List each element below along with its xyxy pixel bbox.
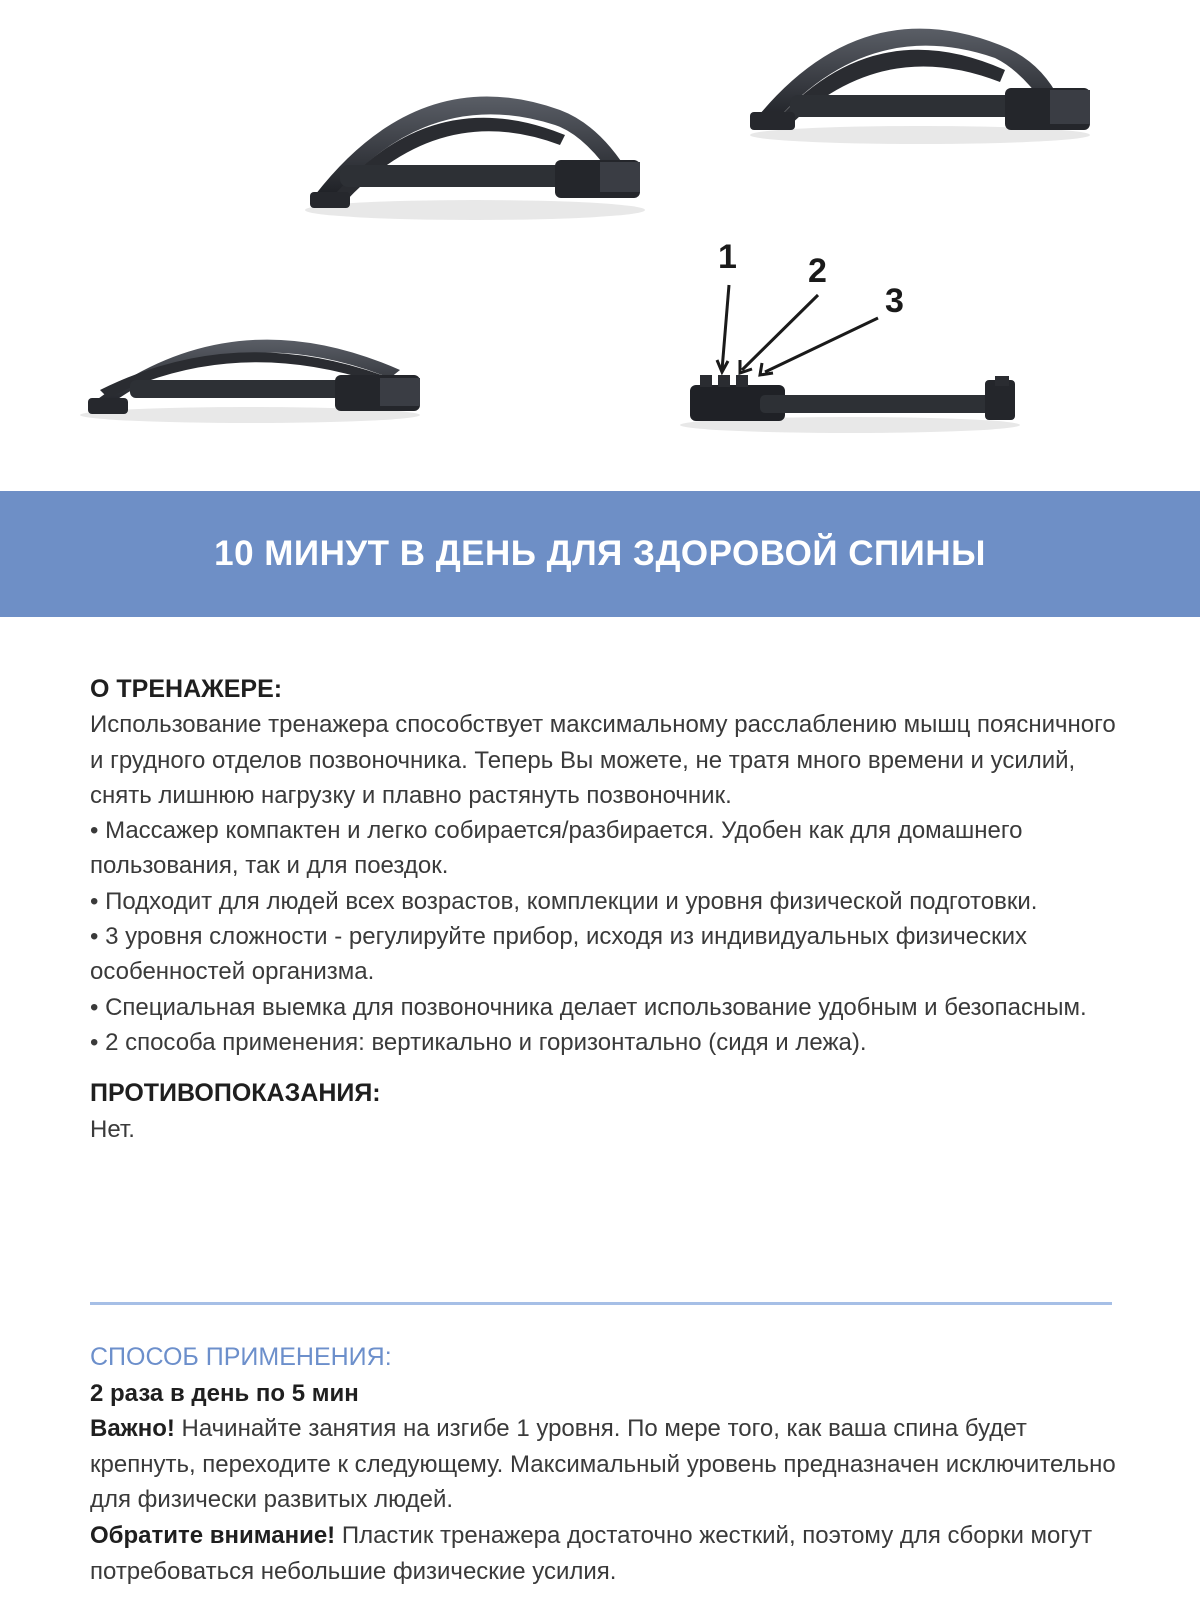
- contraindications-title: ПРОТИВОПОКАЗАНИЯ:: [90, 1079, 381, 1108]
- usage-frequency: 2 раза в день по 5 мин: [90, 1379, 359, 1407]
- about-bullet-3: • 3 уровня сложности - регулируйте прибор, исходя из индивидуальных физических особенностей организма.: [90, 923, 1028, 986]
- description-section: [90, 672, 1120, 1147]
- product-photos: [0, 0, 1200, 490]
- contraindications-text: Нет.: [90, 1115, 135, 1143]
- usage-section: [90, 1340, 1130, 1589]
- headline-title: 10 МИНУТ В ДЕНЬ ДЛЯ ЗДОРОВОЙ СПИНЫ: [214, 534, 986, 573]
- stretcher-base-with-level-notches: [680, 375, 1020, 433]
- back-stretcher-image-level-3: [750, 29, 1090, 144]
- callout-3: 3: [885, 282, 904, 320]
- attention-text: Пластик тренажера достаточно жесткий, поэтому для сборки могут потребоваться небольшие физические усилия.: [90, 1521, 1093, 1585]
- product-illustrations: [0, 0, 1200, 490]
- callout-2: 2: [808, 252, 827, 290]
- callout-1: 1: [718, 238, 737, 276]
- usage-title: СПОСОБ ПРИМЕНЕНИЯ:: [90, 1343, 392, 1371]
- about-bullet-2: • Подходит для людей всех возрастов, комплекции и уровня физической подготовки.: [90, 887, 1038, 915]
- about-intro: Использование тренажера способствует максимальному расслаблению мышц поясничного и грудного отделов позвоночника. Теперь Вы можете, не тратя много времени и усилий, снять лишнюю нагрузку и плавно растянуть позвоночник.: [90, 711, 1116, 809]
- back-stretcher-image-level-2: [305, 96, 645, 220]
- about-bullet-1: • Массажер компактен и легко собирается/разбирается. Удобен как для домашнего пользования, так и для поездок.: [90, 817, 1023, 880]
- usage-attention: [90, 1518, 1130, 1589]
- back-stretcher-image-level-1: [80, 340, 420, 423]
- section-divider: [90, 1302, 1112, 1305]
- headline-banner: [0, 491, 1200, 617]
- about-title: О ТРЕНАЖЕРЕ:: [90, 675, 283, 703]
- important-label: Важно!: [90, 1415, 175, 1443]
- about-bullet-4: • Специальная выемка для позвоночника делает использование удобным и безопасным.: [90, 993, 1087, 1021]
- about-bullet-5: • 2 способа применения: вертикально и горизонтально (сидя и лежа).: [90, 1028, 867, 1056]
- usage-important: [90, 1411, 1130, 1518]
- important-text: Начинайте занятия на изгибе 1 уровня. По мере того, как ваша спина будет крепнуть, переходите к следующему. Максимальный уровень предназначен исключительно для физически развитых людей.: [90, 1415, 1116, 1514]
- attention-label: Обратите внимание!: [90, 1521, 336, 1549]
- level-callouts: [717, 285, 878, 375]
